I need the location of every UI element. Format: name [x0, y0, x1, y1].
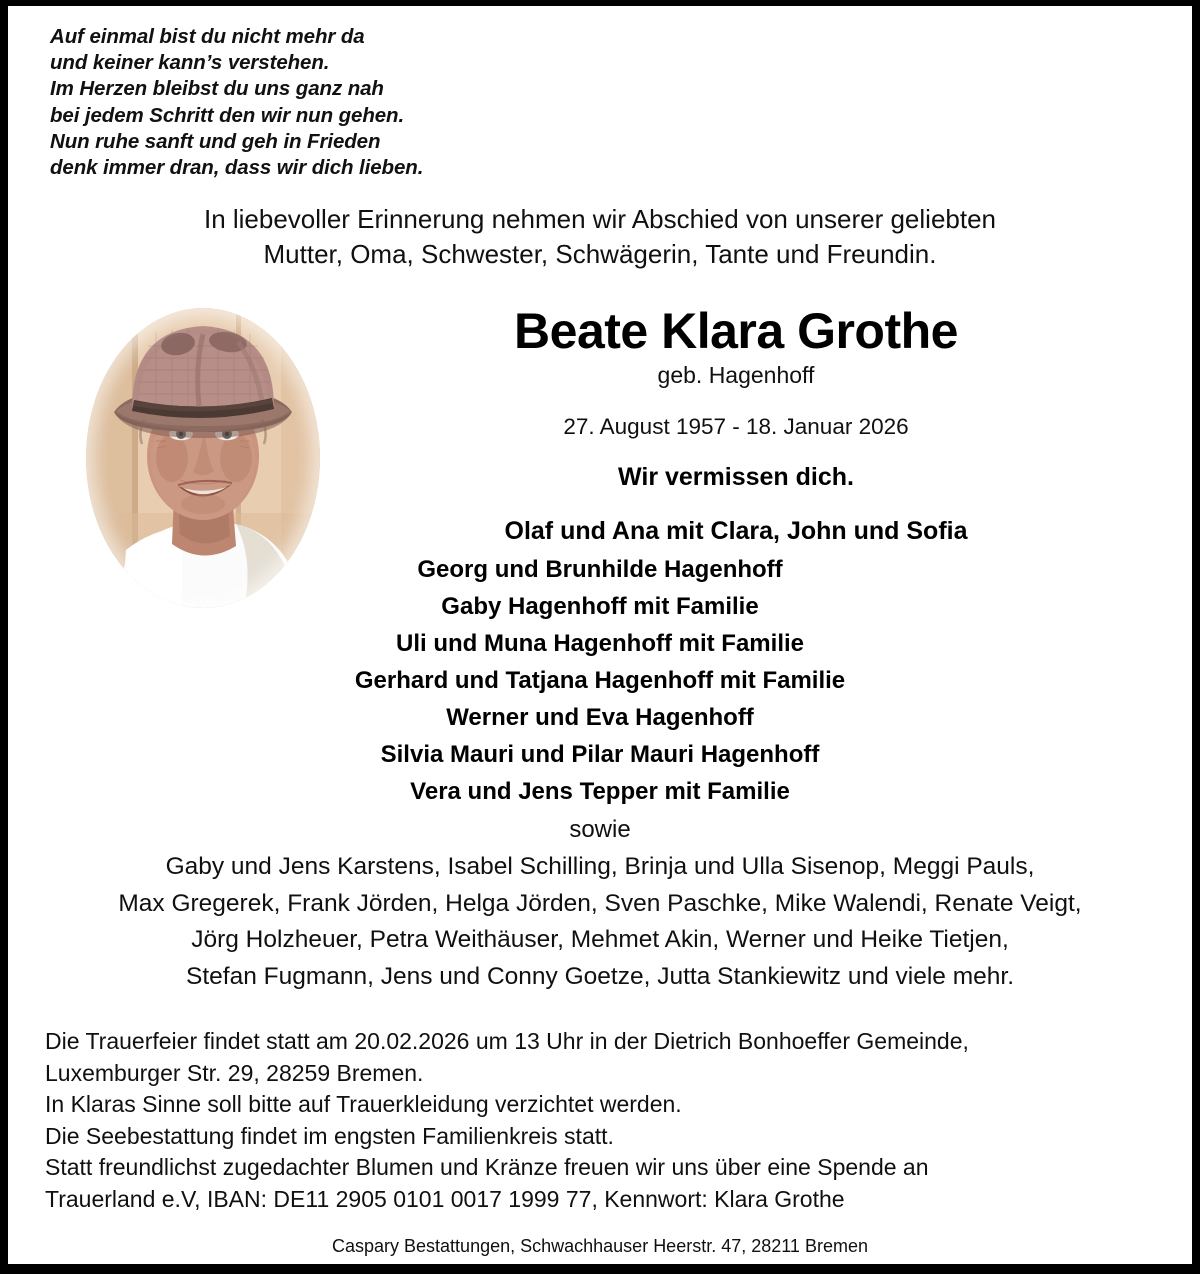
poem-line: Auf einmal bist du nicht mehr da [50, 25, 365, 48]
list-item: Stefan Fugmann, Jens und Conny Goetze, Jutta Stankiewitz und viele mehr. [185, 962, 1015, 990]
list-item: Max Gregerek, Frank Jörden, Helga Jörden, Sven Paschke, Mike Walendi, Renate Veigt, [118, 889, 1082, 917]
page-title: Beate Klara Grothe [514, 303, 958, 359]
intro-line-2: Mutter, Oma, Schwester, Schwägerin, Tante und Freundin. [263, 239, 937, 269]
poem-line: und keiner kann’s verstehen. [50, 51, 330, 75]
life-dates: 27. August 1957 - 18. Januar 2026 [563, 414, 909, 439]
detail-line: Die Trauerfeier findet statt am 20.02.2026 um 13 Uhr in der Dietrich Bonhoeffer Gemeinde, [45, 1028, 969, 1054]
detail-line: In Klaras Sinne soll bitte auf Trauerkleidung verzichtet werden. [45, 1091, 682, 1117]
memorial-poem [50, 24, 423, 181]
maiden-name: geb. Hagenhoff [657, 362, 815, 388]
list-item: Werner und Eva Hagenhoff [446, 704, 754, 731]
list-item: Jörg Holzheuer, Petra Weithäuser, Mehmet Akin, Werner und Heike Tietjen, [191, 926, 1009, 953]
detail-line: Die Seebestattung findet im engsten Familienkreis statt. [45, 1122, 614, 1149]
detail-line: Luxemburger Str. 29, 28259 Bremen. [45, 1059, 424, 1086]
list-item: Gerhard und Tatjana Hagenhoff mit Familie [354, 667, 846, 694]
detail-line: Statt freundlichst zugedachter Blumen und Kränze freuen wir uns über eine Spende an [45, 1154, 929, 1180]
funeral-details [45, 1026, 1158, 1215]
relatives-list [8, 551, 1192, 810]
notice-page [8, 6, 1192, 1264]
friends-list [42, 849, 1158, 995]
poem-line: Nun ruhe sanft und geh in Frieden [50, 129, 381, 153]
list-item: Georg und Brunhilde Hagenhoff [417, 556, 783, 583]
list-item: Uli und Muna Hagenhoff mit Familie [396, 630, 804, 657]
list-item: Silvia Mauri und Pilar Mauri Hagenhoff [380, 741, 820, 768]
friends-label: sowie [569, 816, 631, 843]
poem-line: denk immer dran, dass wir dich lieben. [50, 156, 424, 180]
list-item: Gaby und Jens Karstens, Isabel Schilling, Brinja und Ulla Sisenop, Meggi Pauls, [165, 853, 1035, 880]
funeral-home-footer: Caspary Bestattungen, Schwachhauser Heerstr. 47, 28211 Bremen [332, 1236, 868, 1256]
poem-line: bei jedem Schritt den wir nun gehen. [50, 103, 405, 127]
poem-line: Im Herzen bleibst du uns ganz nah [50, 77, 384, 101]
detail-line-donation: Trauerland e.V, IBAN: DE11 2905 0101 0017 1999 77, Kennwort: Klara Grothe [45, 1185, 845, 1212]
miss-you-text: Wir vermissen dich. [618, 463, 854, 491]
children-line: Olaf und Ana mit Clara, John und Sofia [504, 517, 968, 545]
intro-line-1: In liebevoller Erinnerung nehmen wir Abschied von unserer geliebten [203, 204, 997, 234]
deceased-name-block [308, 302, 1164, 547]
list-item: Gaby Hagenhoff mit Familie [441, 593, 759, 620]
intro-text [8, 202, 1192, 272]
list-item: Vera und Jens Tepper mit Familie [410, 778, 790, 805]
